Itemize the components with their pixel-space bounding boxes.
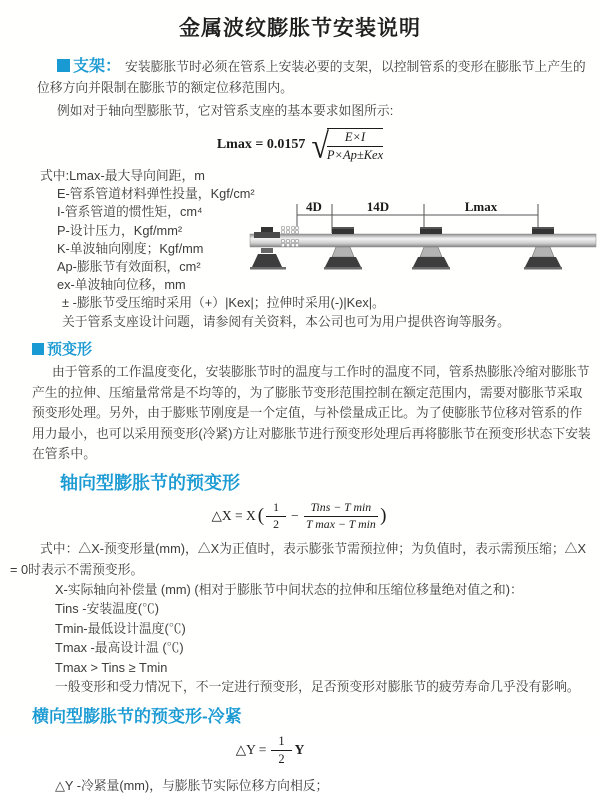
- definition-item: 关于管系支座设计问题，请参阅有关资料，本公司也可为用户提供咨询等服务。: [62, 313, 510, 329]
- fraction-numerator: E×I: [327, 129, 383, 146]
- definition-item: Ap-膨胀节有效面积，cm²: [57, 259, 201, 275]
- definition-item: ± -膨胀节受压缩时采用（+）|Kex|；拉伸时采用(-)|Kex|。: [62, 295, 385, 311]
- support-example-line: 例如对于轴向型膨胀节，它对管系支座的基本要求如图所示:: [57, 103, 394, 118]
- blue-square-icon: [57, 59, 70, 72]
- pipe: [250, 234, 596, 247]
- open-paren: (: [257, 504, 265, 526]
- note-item: X-实际轴向补偿量 (mm) (相对于膨胀节中间状态的拉伸和压缩位移量绝对值之和)：: [55, 581, 523, 597]
- fraction-denominator: P×Ap±Kex: [326, 147, 384, 162]
- definition-item: 式中:Lmax-最大导向间距，m: [40, 168, 205, 183]
- definition-item: ex-单波轴向位移，mm: [57, 277, 186, 293]
- note-item: Tmin-最低设计温度(℃): [55, 620, 186, 636]
- lateral-preform-formula: [0, 735, 570, 765]
- dim-label-14d: 14D: [366, 199, 390, 214]
- axial-notes-block: [10, 538, 590, 697]
- note-item: 一般变形和受力情况下，不一定进行预变形，足否预变形对膨胀节的疲劳寿命几乎没有影响。: [55, 679, 580, 694]
- support-section-heading: [57, 58, 121, 75]
- guide-spacing-formula: [0, 126, 600, 164]
- lateral-preform-heading: 横向型膨胀节的预变形-冷紧: [32, 706, 242, 726]
- temperature-fraction: $\frac{\text{Tins − T min}}{\text{T max − T min}}$: [304, 500, 379, 531]
- formula-lhs: △X = X: [211, 507, 256, 523]
- definition-item: K-单波轴向刚度；Kgf/mm: [57, 240, 204, 256]
- formula-fraction: [327, 128, 383, 162]
- pipe-support: [412, 227, 450, 270]
- lateral-note: △Y -冷紧量(mm)，与膨胀节实际位移方向相反；: [55, 777, 329, 793]
- preform-section-heading: [32, 338, 600, 359]
- note-item: Tmax -最高设计温 (℃): [55, 640, 184, 655]
- axial-note-list: [10, 580, 590, 697]
- close-paren: ): [380, 504, 387, 526]
- anchor-support: [250, 227, 286, 270]
- note-item: Tmax > Tins ≥ Tmin: [55, 659, 168, 675]
- definitions-and-diagram: [0, 167, 600, 332]
- support-intro-text: 安装膨胀节时必须在管系上安装必要的支架，以控制管系的变形在膨胀节上产生的位移方向并限制在膨胀节的额定位移范围内。: [37, 59, 586, 95]
- support-heading-label: 支架：: [73, 58, 122, 75]
- definition-item: E-管系管道材料弹性投量，Kgf/cm²: [57, 186, 255, 202]
- page-title: 金属波纹膨胀节安装说明: [179, 17, 421, 40]
- note-item: Tins -安装温度(℃): [55, 601, 160, 616]
- dim-label-4d: 4D: [306, 199, 322, 214]
- support-section-paragraph: [37, 56, 592, 98]
- blue-square-icon: [32, 343, 44, 355]
- formula-rhs: Y: [294, 741, 305, 757]
- axial-preform-heading: 轴向型膨胀节的预变形: [60, 472, 240, 493]
- definition-item: I-管系管道的惯性矩，cm⁴: [57, 204, 203, 220]
- minus-operator: −: [291, 507, 299, 523]
- pipe-support: [524, 227, 562, 270]
- half-fraction: $\frac{1}{2}$: [271, 733, 291, 766]
- pipe-support: [324, 227, 362, 270]
- preform-heading-label: 预变形: [47, 341, 93, 358]
- half-fraction: $\frac{1}{2}$: [266, 500, 286, 531]
- dim-label-lmax: Lmax: [464, 199, 498, 214]
- definition-item: P-设计压力，Kgf/mm²: [57, 222, 183, 238]
- axial-preform-formula: [0, 499, 600, 533]
- preform-body-paragraph: 由于管系的工作温度变化，安装膨胀节时的温度与工作时的温度不同，管系热膨胀冷缩对膨胀节产生的拉伸、压缩量常常是不均等的，为了膨胀节变形范围控制在额定范围内，需要对膨胀节采取预变形处理。另外，由于膨账节刚度是一个定值，与补偿量成正比。为了使膨胀节位移对管系的作用力最小，也可以采用预变形(冷紧)方让对膨胀节进行预变形处理后再将膨胀节在预变形状态下安装在管系中。: [32, 364, 591, 461]
- formula-lhs: △Y =: [235, 741, 267, 757]
- pipe-support-diagram: [248, 196, 598, 296]
- formula-lhs: Lmax = 0.0157: [216, 137, 306, 152]
- axial-where-note: 式中：△X-预变形量(mm)，△X为正值时，表示膨张节需预拉伸；为负值时，表示需预压缩；△X = 0时表示不需预变形。: [10, 540, 586, 577]
- sqrt-radical-icon: √: [311, 124, 329, 166]
